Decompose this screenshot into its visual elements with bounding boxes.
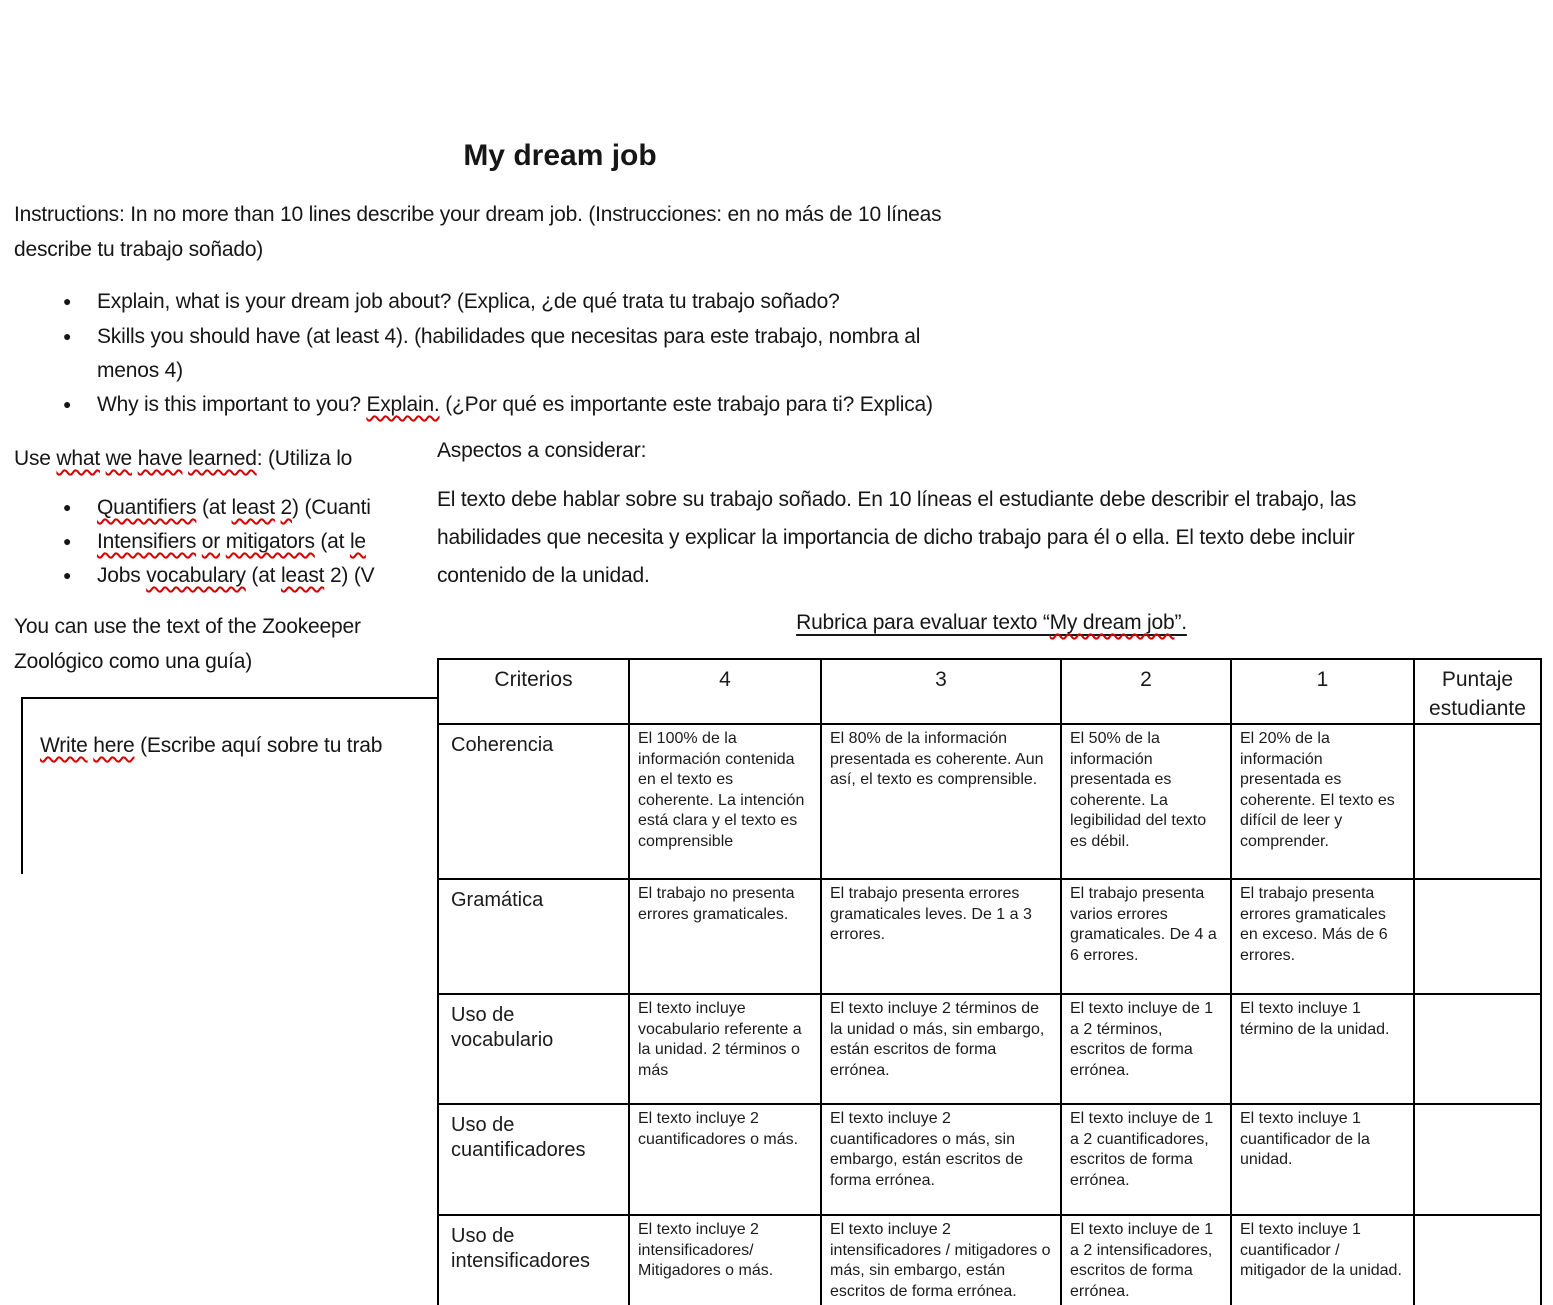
text-segment: ”. [1174, 611, 1187, 634]
spellcheck-flagged-text: 2 [280, 496, 293, 519]
zookeeper-line: Zoológico como una guía) [14, 650, 253, 673]
bullet-text [97, 564, 374, 587]
cell-score2: El 50% de la información presentada es coherente. La legibilidad del texto es débil. [1062, 725, 1232, 880]
cell-score4: El texto incluye vocabulario referente a la unidad. 2 términos o más [630, 995, 822, 1105]
spellcheck-flagged-text: My dream job [1049, 611, 1175, 634]
criterion-label: Gramática [439, 880, 630, 995]
aspects-paragraph-line: contenido de la unidad. [437, 564, 650, 587]
bullet-icon: ● [63, 499, 72, 515]
text-segment: ) (Cuanti [292, 496, 371, 519]
cell-score4: El trabajo no presenta errores gramaticales. [630, 880, 822, 995]
rubric-title [430, 609, 1553, 636]
spellcheck-flagged-text: what [56, 447, 100, 470]
aspects-textbox [430, 427, 1553, 660]
table-row-vocabulario [439, 995, 1540, 1105]
spellcheck-flagged-text: vocabulary [146, 564, 246, 587]
bullet-icon: ● [63, 293, 72, 309]
text-segment: (at [245, 564, 281, 587]
cell-score1: El texto incluye 1 término de la unidad. [1232, 995, 1415, 1105]
spellcheck-flagged-text: here [93, 734, 135, 757]
cell-score2: El trabajo presenta varios errores gramaticales. De 4 a 6 errores. [1062, 880, 1232, 995]
cell-score4: El texto incluye 2 intensificadores/ Mitigadores o más. [630, 1216, 822, 1305]
bullet-icon: ● [63, 396, 72, 412]
criterion-label: Uso de vocabulario [439, 995, 630, 1105]
text-segment: Rubrica para evaluar texto “ [796, 611, 1050, 634]
student-score-cell[interactable] [1415, 725, 1540, 880]
table-row-gramatica [439, 880, 1540, 995]
spellcheck-flagged-text: Intensifiers [97, 530, 197, 553]
text-segment: Why is this important to you? [97, 393, 367, 416]
cell-score3: El trabajo presenta errores gramaticales leves. De 1 a 3 errores. [822, 880, 1062, 995]
table-row-cuantificadores [439, 1105, 1540, 1216]
cell-score2: El texto incluye de 1 a 2 cuantificadores, escritos de forma errónea. [1062, 1105, 1232, 1216]
instructions-line: describe tu trabajo soñado) [14, 238, 264, 261]
cell-score4: El 100% de la información contenida en el texto es coherente. La intención está clara y el texto es comprensible [630, 725, 822, 880]
bullet-text: Skills you should have (at least 4). (habilidades que necesitas para este trabajo, nombra al [97, 325, 921, 348]
bullet-text: Explain, what is your dream job about? (Explica, ¿de qué trata tu trabajo soñado? [97, 290, 840, 313]
table-row-intensificadores [439, 1216, 1540, 1305]
list-item [63, 288, 840, 315]
use-learned-line [14, 445, 352, 472]
table-header-row [439, 660, 1540, 725]
cell-score4: El texto incluye 2 cuantificadores o más. [630, 1105, 822, 1216]
list-item [63, 528, 366, 555]
criterion-label: Coherencia [439, 725, 630, 880]
instructions-line: Instructions: In no more than 10 lines describe your dream job. (Instrucciones: en no más de 10 líneas [14, 203, 942, 226]
bullet-text [97, 393, 933, 416]
spellcheck-flagged-text: have [137, 447, 183, 470]
spellcheck-flagged-text: or [201, 530, 221, 553]
spellcheck-flagged-text: le [349, 530, 366, 553]
text-segment: : (Utiliza lo [256, 447, 353, 470]
cell-score1: El trabajo presenta errores gramaticales en exceso. Más de 6 errores. [1232, 880, 1415, 995]
cell-score1: El texto incluye 1 cuantificador de la unidad. [1232, 1105, 1415, 1216]
bullet-icon: ● [63, 567, 72, 583]
text-segment: (¿Por qué es importante este trabajo para ti? Explica) [439, 393, 933, 416]
header-3: 3 [822, 660, 1062, 725]
student-score-cell[interactable] [1415, 880, 1540, 995]
cell-score1: El texto incluye 1 cuantificador / mitigador de la unidad. [1232, 1216, 1415, 1305]
student-score-cell[interactable] [1415, 1216, 1540, 1305]
cell-score2: El texto incluye de 1 a 2 intensificadores, escritos de forma errónea. [1062, 1216, 1232, 1305]
bullet-text [97, 530, 366, 553]
table-row-coherencia [439, 725, 1540, 880]
cell-score3: El 80% de la información presentada es coherente. Aun así, el texto es comprensible. [822, 725, 1062, 880]
bullet-icon: ● [63, 533, 72, 549]
cell-score1: El 20% de la información presentada es coherente. El texto es difícil de leer y comprender. [1232, 725, 1415, 880]
text-segment: (Escribe aquí sobre tu trab [134, 734, 383, 757]
cell-score3: El texto incluye 2 intensificadores / mitigadores o más, sin embargo, están escritos de forma errónea. [822, 1216, 1062, 1305]
header-puntaje: Puntaje estudiante [1415, 660, 1540, 725]
list-item [63, 391, 933, 418]
spellcheck-flagged-text: learned [188, 447, 257, 470]
spellcheck-flagged-text: Explain. [366, 393, 440, 416]
header-1: 1 [1232, 660, 1415, 725]
cell-score3: El texto incluye 2 cuantificadores o más, sin embargo, están escritos de forma errónea. [822, 1105, 1062, 1216]
header-4: 4 [630, 660, 822, 725]
spellcheck-flagged-text: mitigators [225, 530, 315, 553]
spellcheck-flagged-text: we [105, 447, 133, 470]
student-score-cell[interactable] [1415, 1105, 1540, 1216]
aspects-heading: Aspectos a considerar: [437, 439, 647, 462]
aspects-paragraph-line: habilidades que necesita y explicar la importancia de dicho trabajo para él o ella. El texto debe incluir [437, 526, 1355, 549]
student-score-cell[interactable] [1415, 995, 1540, 1105]
bullet-text-continuation: menos 4) [97, 359, 183, 382]
bullet-text [97, 496, 371, 519]
text-segment: (at [196, 496, 232, 519]
header-2: 2 [1062, 660, 1232, 725]
text-segment: Jobs [97, 564, 147, 587]
rubric-table [437, 658, 1542, 1305]
cell-score3: El texto incluye 2 términos de la unidad o más, sin embargo, están escritos de forma errónea. [822, 995, 1062, 1105]
bullet-icon: ● [63, 328, 72, 344]
zookeeper-line: You can use the text of the Zookeeper [14, 615, 361, 638]
criterion-label: Uso de cuantificadores [439, 1105, 630, 1216]
spellcheck-flagged-text: Write [40, 734, 88, 757]
write-here-prompt [40, 732, 382, 759]
list-item [63, 323, 920, 350]
spellcheck-flagged-text: least [231, 496, 275, 519]
text-segment: Use [14, 447, 57, 470]
header-criterios: Criterios [439, 660, 630, 725]
page-title: My dream job [463, 139, 657, 172]
criterion-label: Uso de intensificadores [439, 1216, 630, 1305]
text-segment: 2) (V [324, 564, 375, 587]
aspects-paragraph-line: El texto debe hablar sobre su trabajo soñado. En 10 líneas el estudiante debe describir el trabajo, las [437, 488, 1357, 511]
cell-score2: El texto incluye de 1 a 2 términos, escritos de forma errónea. [1062, 995, 1232, 1105]
list-item [63, 494, 371, 521]
spellcheck-flagged-text: least [280, 564, 325, 587]
text-segment: (at [314, 530, 350, 553]
list-item [63, 562, 374, 589]
spellcheck-flagged-text: Quantifiers [97, 496, 197, 519]
